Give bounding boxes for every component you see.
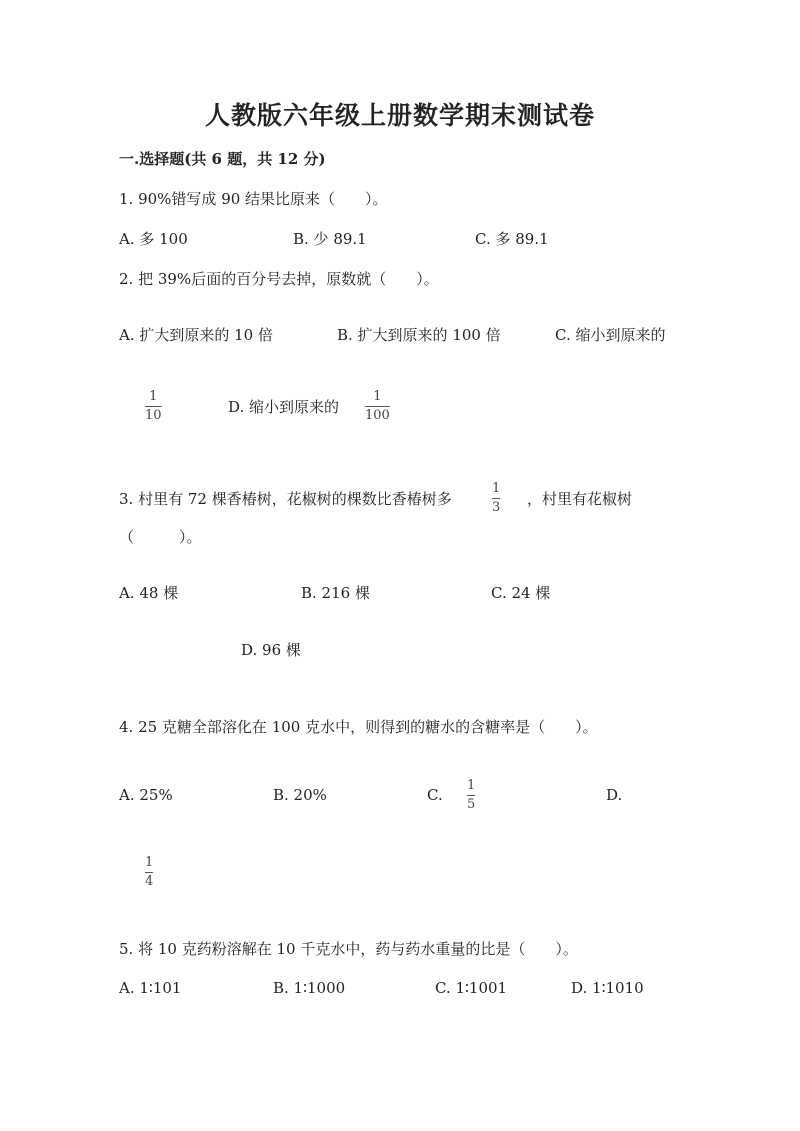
question-3-option-b: B. 216 棵 <box>301 584 370 602</box>
question-3-stem: 3. 村里有 72 棵香椿树，花椒树的棵数比香椿树多 <box>119 490 452 508</box>
fraction-denominator: 4 <box>145 874 154 889</box>
question-1-option-a: A. 多 100 <box>119 230 188 248</box>
fraction-bar <box>467 795 475 796</box>
fraction-bar <box>145 872 153 873</box>
fraction-numerator: 1 <box>149 389 158 404</box>
fraction-numerator: 1 <box>492 481 501 496</box>
fraction-denominator: 10 <box>145 408 162 423</box>
question-3-stem-line-2: （ ）。 <box>119 528 202 546</box>
question-1-stem: 1. 90%错写成 90 结果比原来（ ）。 <box>119 190 388 208</box>
question-5-option-a: A. 1∶101 <box>119 979 182 997</box>
question-3-option-a: A. 48 棵 <box>119 584 179 602</box>
question-4-option-c-fraction <box>467 778 475 812</box>
fraction-numerator: 1 <box>467 778 476 793</box>
question-4-option-b: B. 20% <box>273 786 327 804</box>
question-1-option-c: C. 多 89.1 <box>475 230 549 248</box>
question-3-fraction <box>492 481 500 515</box>
fraction-numerator: 1 <box>373 389 382 404</box>
section-heading: 一.选择题(共 6 题，共 12 分) <box>119 150 326 168</box>
question-4-option-a: A. 25% <box>119 786 173 804</box>
fraction-numerator: 1 <box>145 855 154 870</box>
question-2-option-b: B. 扩大到原来的 100 倍 <box>337 326 501 344</box>
question-5-option-d: D. 1∶1010 <box>571 979 644 997</box>
question-2-stem: 2. 把 39%后面的百分号去掉，原数就（ ）。 <box>119 270 439 288</box>
question-3-stem-continued: ，村里有花椒树 <box>527 490 633 508</box>
question-1-option-b: B. 少 89.1 <box>293 230 367 248</box>
question-2-option-c: C. 缩小到原来的 <box>555 326 666 344</box>
question-2-option-d-fraction <box>365 389 390 423</box>
question-5-option-c: C. 1∶1001 <box>435 979 508 997</box>
fraction-bar <box>365 406 390 407</box>
question-3-option-d: D. 96 棵 <box>241 641 301 659</box>
question-4-option-c: C. <box>427 786 443 804</box>
fraction-bar <box>145 406 162 407</box>
question-2-option-c-fraction <box>145 389 162 423</box>
question-5-option-b: B. 1∶1000 <box>273 979 346 997</box>
question-3-option-c: C. 24 棵 <box>491 584 551 602</box>
question-2-option-a: A. 扩大到原来的 10 倍 <box>119 326 273 344</box>
fraction-denominator: 100 <box>365 408 390 423</box>
fraction-denominator: 5 <box>467 797 476 812</box>
page-title: 人教版六年级上册数学期末测试卷 <box>204 101 595 130</box>
question-4-option-d: D. <box>606 786 623 804</box>
fraction-denominator: 3 <box>492 500 501 515</box>
fraction-bar <box>492 498 500 499</box>
question-4-stem: 4. 25 克糖全部溶化在 100 克水中，则得到的糖水的含糖率是（ ）。 <box>119 718 598 736</box>
question-5-stem: 5. 将 10 克药粉溶解在 10 千克水中，药与药水重量的比是（ ）。 <box>119 940 578 958</box>
question-2-option-d: D. 缩小到原来的 <box>228 398 340 416</box>
question-4-option-d-fraction <box>145 855 153 889</box>
